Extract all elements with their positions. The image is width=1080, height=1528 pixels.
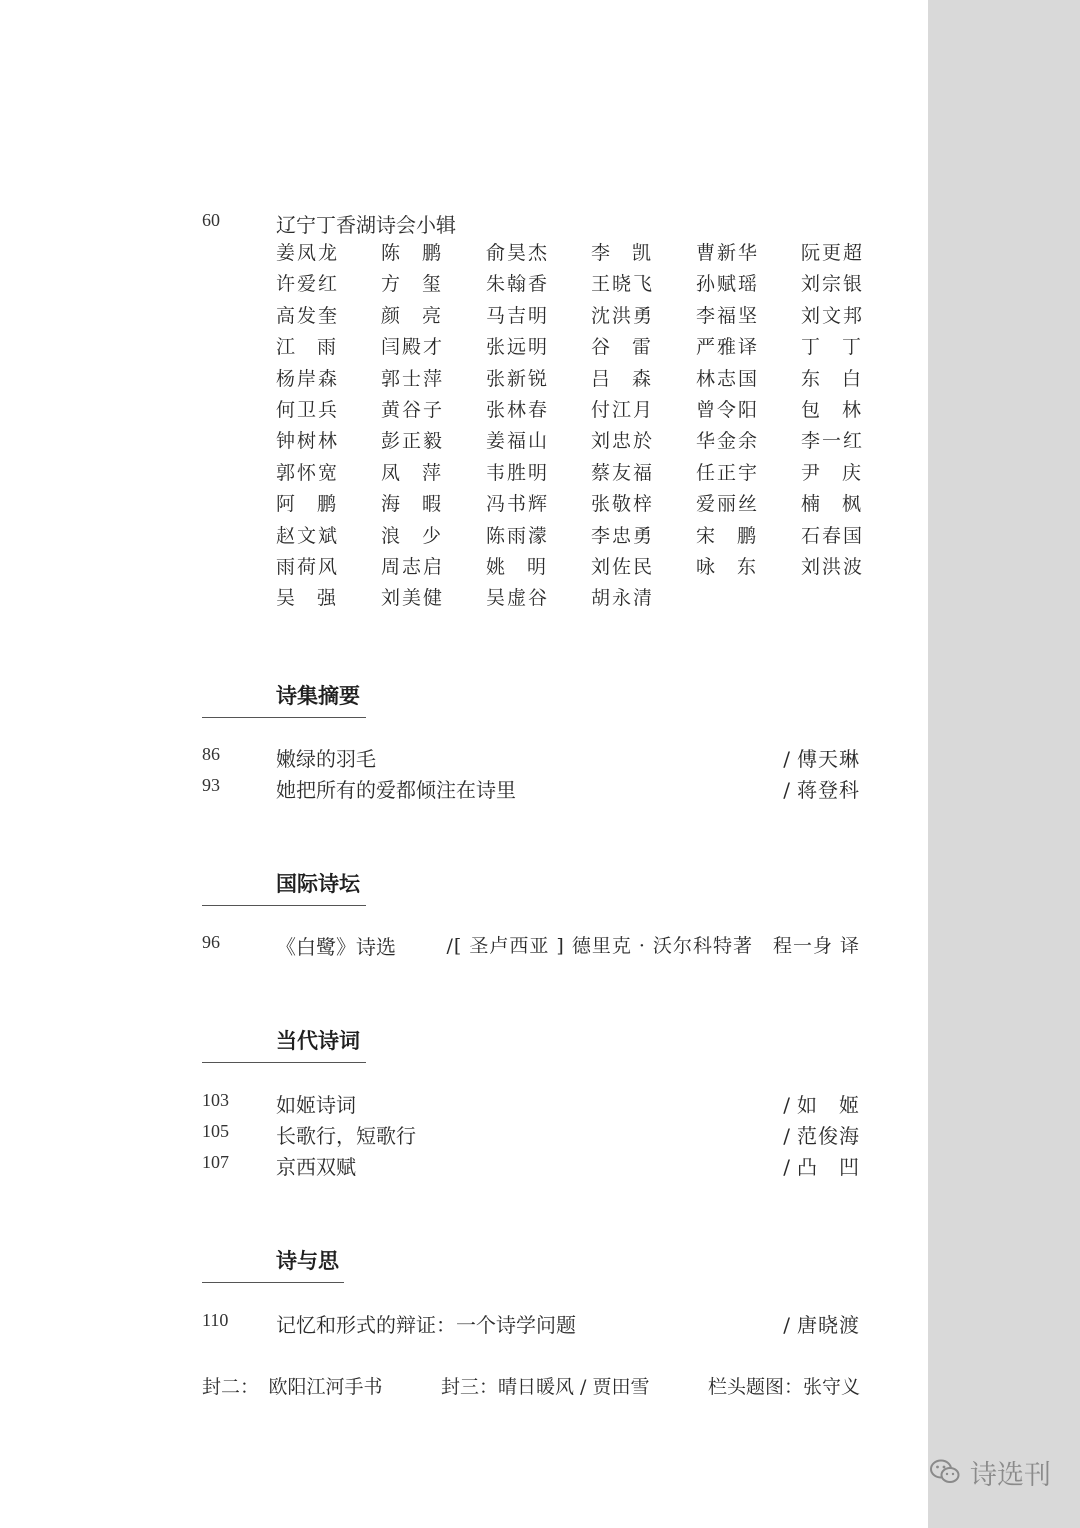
entry-title: 《白鹭》诗选: [276, 935, 396, 959]
poet-name: 郭怀宽: [276, 461, 340, 484]
poet-name-part: 吕: [591, 367, 611, 390]
poet-name-part: 凤: [381, 461, 401, 484]
poet-name-part: 东: [801, 367, 821, 390]
author-name: 唐晓渡: [797, 1313, 860, 1337]
poet-name: 李忠勇: [591, 524, 655, 547]
poet-name: [381, 489, 441, 520]
poet-name-part: 森: [631, 367, 651, 390]
side-margin-band: [928, 0, 1080, 1528]
poet-name: [381, 521, 441, 552]
poet-name: [276, 332, 336, 363]
poet-name-part: 鹏: [736, 524, 756, 547]
poet-name: 李福坚: [696, 304, 760, 327]
author-name: [ 圣卢西亚 ] 德里克 · 沃尔科特著 程一身 译: [453, 935, 860, 957]
poet-name: 陈雨濛: [486, 524, 550, 547]
poet-name-part: 陈: [381, 242, 401, 264]
author-slash: /: [783, 1093, 791, 1117]
poet-name: 姜凤龙: [276, 242, 340, 264]
poet-name-part: 姚: [486, 555, 506, 578]
page-number: 103: [202, 1090, 229, 1110]
poet-name: 许爱红: [276, 273, 340, 296]
poet-name: 何卫兵: [276, 398, 340, 421]
author-slash: /: [783, 778, 791, 802]
poet-name-part: 强: [316, 587, 336, 610]
poet-name: 阮更超: [801, 242, 865, 264]
page-number: 96: [202, 932, 220, 952]
poet-name-part: 海: [381, 493, 401, 516]
section-rule: [202, 717, 366, 718]
poet-name: 刘洪波: [801, 555, 865, 578]
watermark: [930, 1452, 1051, 1492]
poet-name: 张远明: [486, 336, 550, 359]
poet-name: 周志启: [381, 555, 445, 578]
section-rule: [202, 1062, 366, 1063]
author-name: 如 姬: [797, 1093, 860, 1117]
page-number: 107: [202, 1152, 229, 1172]
poet-name-part: 方: [381, 273, 401, 296]
author-name: 傅天琳: [797, 747, 860, 771]
poet-name: [381, 269, 441, 300]
poet-name: 林志国: [696, 367, 760, 390]
entry-author: [783, 743, 860, 772]
poet-name-part: 雨: [316, 336, 336, 359]
author-name: 蒋登科: [797, 778, 860, 802]
entry-title: 长歌行，短歌行: [276, 1124, 416, 1148]
poet-name: [381, 458, 441, 489]
section-rule: [202, 905, 366, 906]
entry-author: [783, 1151, 860, 1180]
author-slash: /: [783, 1313, 791, 1337]
poet-name: 朱翰香: [486, 273, 550, 296]
section-heading-label: 诗集摘要: [276, 683, 360, 708]
poet-name: 付江月: [591, 398, 655, 421]
credits-footer: [202, 1372, 860, 1399]
credit-header-art: 栏头题图：张守义: [707, 1376, 860, 1398]
poet-name: [696, 521, 756, 552]
poet-name: [696, 552, 756, 583]
poet-name: 赵文斌: [276, 524, 340, 547]
poet-name-part: 白: [841, 367, 861, 390]
poet-name: [801, 395, 861, 426]
poet-name: 黄谷子: [381, 398, 445, 421]
entry-author: [783, 774, 860, 803]
poet-name-part: 楠: [801, 493, 821, 516]
poet-name: 爱丽丝: [696, 493, 760, 516]
entry-title: 京西双赋: [276, 1155, 356, 1179]
section-heading-label: 国际诗坛: [276, 871, 360, 896]
poet-name: 张新锐: [486, 367, 550, 390]
poet-name: 钟树林: [276, 430, 340, 453]
poet-name-part: 咏: [696, 555, 716, 578]
poet-name-part: 明: [526, 555, 546, 578]
poet-name: 姜福山: [486, 430, 550, 453]
poet-name: 刘美健: [381, 587, 445, 610]
author-slash: /: [783, 1124, 791, 1148]
poet-name-part: 少: [421, 524, 441, 547]
poet-name-part: 颜: [381, 304, 401, 327]
page-number: 86: [202, 744, 220, 764]
poet-name-part: 鹏: [316, 493, 336, 516]
poet-name: [381, 238, 441, 269]
poet-name-part: 宋: [696, 524, 716, 547]
poet-name: 王晓飞: [591, 273, 655, 296]
author-slash: /: [783, 1155, 791, 1179]
poet-name-part: 东: [736, 555, 756, 578]
poet-name: 吴虚谷: [486, 587, 550, 610]
poet-name-part: 谷: [591, 336, 611, 359]
page-number: 60: [202, 210, 220, 230]
page-number: 110: [202, 1310, 229, 1330]
poet-name: 严雅译: [696, 336, 760, 359]
poet-name-part: 玺: [421, 273, 441, 296]
poet-name-part: 浪: [381, 524, 401, 547]
poet-name-part: 吴: [276, 587, 296, 610]
poet-name: 彭正毅: [381, 430, 445, 453]
page-number: 105: [202, 1121, 229, 1141]
poet-name-part: 包: [801, 398, 821, 421]
poet-name: 曾令阳: [696, 398, 760, 421]
entry-author: [783, 1089, 860, 1118]
poet-name-part: 尹: [801, 461, 821, 484]
poet-name-part: 丁: [801, 336, 821, 359]
poet-name: [591, 332, 651, 363]
credit-cover-three: 封三：晴日暖风 / 贾田雪: [441, 1376, 650, 1398]
author-slash: /: [446, 935, 454, 957]
poet-name: 任正宇: [696, 461, 760, 484]
poet-name: [276, 583, 336, 614]
poet-name-part: 江: [276, 336, 296, 359]
entry-title: 记忆和形式的辩证：一个诗学问题: [276, 1313, 576, 1337]
poet-name: 闫殿才: [381, 336, 445, 359]
entry-title: 她把所有的爱都倾注在诗里: [276, 778, 516, 802]
entry-title: 辽宁丁香湖诗会小辑: [276, 213, 456, 237]
poet-name-grid: [276, 238, 876, 615]
poet-name: 曹新华: [696, 242, 760, 264]
poet-name: [276, 489, 336, 520]
poet-name-part: 庆: [841, 461, 861, 484]
poet-name: 郭士萍: [381, 367, 445, 390]
poet-name: 石春国: [801, 524, 865, 547]
poet-name: 刘宗银: [801, 273, 865, 296]
poet-name: 刘文邦: [801, 304, 865, 327]
poet-name-part: 凯: [631, 242, 651, 264]
poet-name: [381, 301, 441, 332]
poet-name: [801, 332, 861, 363]
poet-name-part: 丁: [841, 336, 861, 359]
poet-name: 沈洪勇: [591, 304, 655, 327]
poet-name: [801, 458, 861, 489]
author-name: 凸 凹: [797, 1155, 860, 1179]
poet-name-part: 枫: [841, 493, 861, 516]
poet-name-part: 李: [591, 242, 611, 264]
page-number: 93: [202, 775, 220, 795]
wechat-icon: [930, 1458, 960, 1486]
poet-name-part: 林: [841, 398, 861, 421]
poet-name-part: 萍: [421, 461, 441, 484]
entry-title: 嫩绿的羽毛: [276, 747, 376, 771]
poet-name: 李一红: [801, 430, 865, 453]
poet-name: 张敬梓: [591, 493, 655, 516]
poet-name: [591, 364, 651, 395]
poet-name: 胡永清: [591, 587, 655, 610]
poet-name-part: 鹏: [421, 242, 441, 264]
poet-name-part: 雷: [631, 336, 651, 359]
poet-name: 杨岸森: [276, 367, 340, 390]
entry-author: [446, 931, 860, 958]
poet-name: [486, 552, 546, 583]
poet-name: 张林春: [486, 398, 550, 421]
poet-name: 刘佐民: [591, 555, 655, 578]
poet-name: [801, 489, 861, 520]
poet-name: 马吉明: [486, 304, 550, 327]
entry-author: [783, 1309, 860, 1338]
poet-name: 韦胜明: [486, 461, 550, 484]
poet-name-part: 暇: [421, 493, 441, 516]
author-slash: /: [783, 747, 791, 771]
section-rule: [202, 1282, 344, 1283]
poet-name: 刘忠於: [591, 430, 655, 453]
poet-name-part: 亮: [421, 304, 441, 327]
poet-name-part: 阿: [276, 493, 296, 516]
poet-name: 蔡友福: [591, 461, 655, 484]
section-heading-label: 当代诗词: [276, 1028, 360, 1053]
poet-name: 冯书辉: [486, 493, 550, 516]
poet-name: 华金余: [696, 430, 760, 453]
entry-author: [783, 1120, 860, 1149]
author-name: 范俊海: [797, 1124, 860, 1148]
entry-title: 如姬诗词: [276, 1093, 356, 1117]
poet-name: 高发奎: [276, 304, 340, 327]
poet-name: 雨荷风: [276, 555, 340, 578]
poet-name: 孙赋瑶: [696, 273, 760, 296]
poet-name: [801, 364, 861, 395]
section-heading-label: 诗与思: [276, 1248, 339, 1273]
poet-name: [591, 238, 651, 269]
credit-cover-two: 封二： 欧阳江河手书: [202, 1376, 383, 1398]
watermark-text: 诗选刊: [970, 1459, 1051, 1491]
poet-name: 俞昊杰: [486, 242, 550, 264]
